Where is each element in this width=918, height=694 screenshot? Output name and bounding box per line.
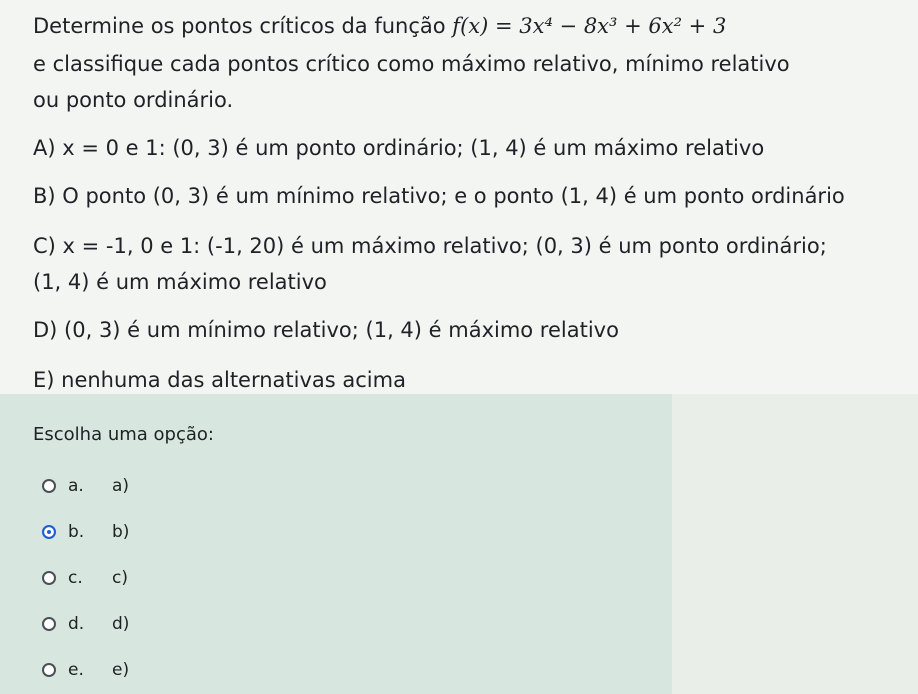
option-e[interactable] (42, 656, 129, 684)
option-label: c) (112, 568, 128, 588)
radio-checked-icon[interactable] (42, 525, 56, 539)
answer-prompt: Escolha uma opção: (33, 424, 214, 445)
function-expression: f(x) = 3x⁴ − 8x³ + 6x² + 3 (452, 14, 727, 38)
option-letter: c. (68, 568, 83, 588)
option-a[interactable] (42, 472, 129, 500)
alternative-d: D) (0, 3) é um mínimo relativo; (1, 4) é máximo relativo (33, 318, 619, 342)
option-label: b) (112, 522, 130, 542)
radio-icon[interactable] (42, 663, 56, 677)
option-d[interactable] (42, 610, 129, 638)
alternative-c-continued: (1, 4) é um máximo relativo (33, 270, 327, 294)
alternative-e: E) nenhuma das alternativas acima (33, 368, 406, 392)
background-region (672, 394, 918, 694)
question-line-3: ou ponto ordinário. (33, 88, 234, 112)
radio-icon[interactable] (42, 617, 56, 631)
option-c[interactable] (42, 564, 128, 592)
option-label: e) (112, 660, 130, 680)
question-line-2: e classifique cada pontos crítico como máximo relativo, mínimo relativo (33, 52, 790, 76)
alternative-c: C) x = -1, 0 e 1: (-1, 20) é um máximo relativo; (0, 3) é um ponto ordinário; (33, 234, 827, 258)
option-label: a) (112, 476, 130, 496)
radio-icon[interactable] (42, 479, 56, 493)
option-letter: a. (68, 476, 84, 496)
option-label: d) (112, 614, 130, 634)
option-letter: e. (68, 660, 84, 680)
radio-icon[interactable] (42, 571, 56, 585)
alternative-a: A) x = 0 e 1: (0, 3) é um ponto ordinário; (1, 4) é um máximo relativo (33, 136, 765, 160)
alternative-b: B) O ponto (0, 3) é um mínimo relativo; e o ponto (1, 4) é um ponto ordinário (33, 184, 845, 208)
option-b[interactable] (42, 518, 129, 546)
question-line-1 (33, 14, 726, 38)
question-text: Determine os pontos críticos da função (33, 14, 446, 38)
option-letter: b. (68, 522, 85, 542)
option-letter: d. (68, 614, 85, 634)
